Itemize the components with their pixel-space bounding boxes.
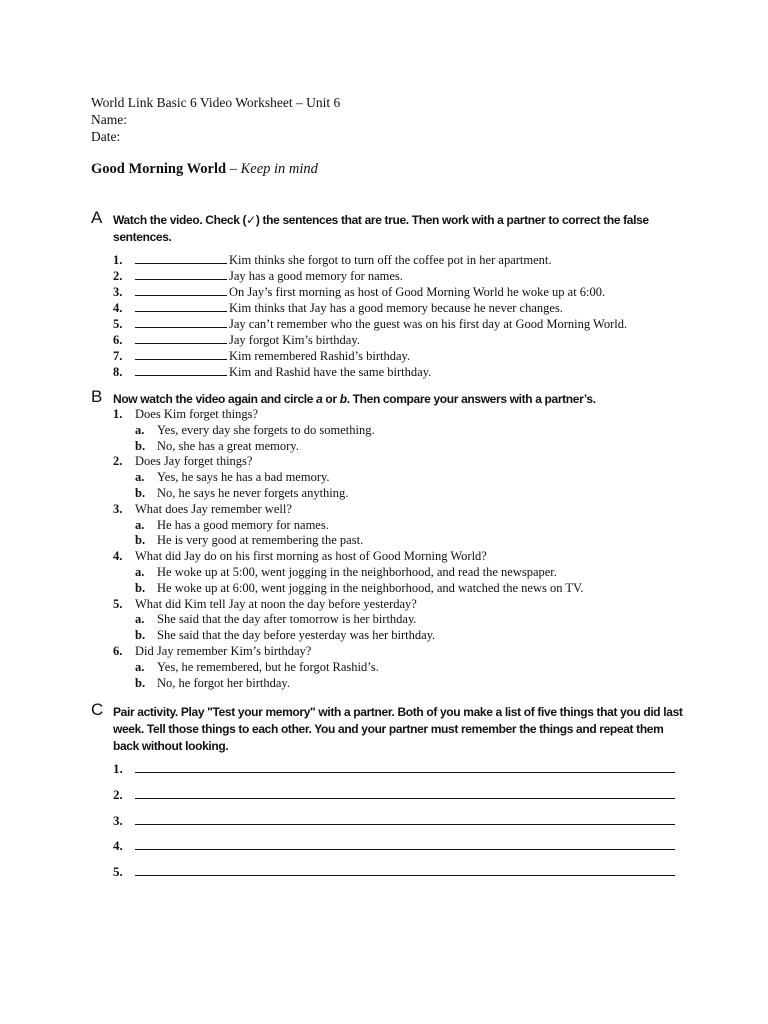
option-letter: a. <box>135 659 145 674</box>
statement-row <box>113 332 360 348</box>
option-text: He woke up at 6:00, went jogging in the neighborhood, and watched the news on TV. <box>157 580 584 595</box>
question <box>113 453 252 469</box>
answer-blank[interactable] <box>135 316 227 328</box>
statement-row <box>113 252 552 268</box>
option-text: No, he says he never forgets anything. <box>157 486 349 500</box>
line-number: 2. <box>113 786 123 802</box>
worksheet-heading: World Link Basic 6 Video Worksheet – Unit 6 <box>91 95 341 110</box>
question <box>113 406 258 422</box>
statement-text: Jay forgot Kim’s birthday. <box>229 333 360 347</box>
name-label: Name: <box>91 112 127 127</box>
section-a-letter: A <box>91 208 103 227</box>
option-a[interactable] <box>135 611 417 627</box>
question-number: 1. <box>113 407 123 421</box>
statement-row <box>113 284 605 300</box>
statement-number: 5. <box>113 317 123 331</box>
answer-line[interactable] <box>135 762 675 773</box>
statement-number: 3. <box>113 285 123 299</box>
option-letter: a. <box>135 422 145 437</box>
line-number: 4. <box>113 838 123 854</box>
option-text: He has a good memory for names. <box>157 517 329 532</box>
question-number: 5. <box>113 596 123 611</box>
option-b[interactable] <box>135 532 363 548</box>
page-title <box>91 161 318 178</box>
question <box>113 548 487 564</box>
section-c-letter: C <box>91 700 104 719</box>
option-text: Yes, he remembered, but he forgot Rashid’s. <box>157 659 379 674</box>
question-number: 4. <box>113 549 123 564</box>
answer-blank[interactable] <box>135 284 227 296</box>
answer-blank[interactable] <box>135 300 227 312</box>
option-a[interactable] <box>135 422 375 438</box>
section-b-letter: B <box>91 387 103 406</box>
option-text: No, he forgot her birthday. <box>157 675 290 690</box>
option-b[interactable] <box>135 580 584 596</box>
answer-line[interactable] <box>135 788 675 799</box>
option-letter: a. <box>135 612 145 627</box>
answer-line[interactable] <box>135 865 675 876</box>
question-text: Does Kim forget things? <box>135 407 259 421</box>
question-text: Does Jay forget things? <box>135 454 253 469</box>
option-letter: b. <box>135 628 146 643</box>
statement-number: 4. <box>113 301 123 315</box>
memory-list-line <box>113 813 675 829</box>
memory-list-line <box>113 761 675 777</box>
option-b[interactable] <box>135 438 299 454</box>
option-b[interactable] <box>135 675 290 691</box>
option-b[interactable] <box>135 485 348 501</box>
question-text: What did Jay do on his first morning as host of Good Morning World? <box>135 549 487 564</box>
statement-row <box>113 348 410 364</box>
question-text: Did Jay remember Kim’s birthday? <box>135 644 312 658</box>
memory-list-line <box>113 838 675 854</box>
section-b-instr-post: . Then compare your answers with a partner’s. <box>346 392 596 406</box>
memory-list-line <box>113 864 675 880</box>
option-a[interactable] <box>135 564 557 580</box>
answer-blank[interactable] <box>135 364 227 376</box>
answer-line[interactable] <box>135 814 675 825</box>
section-c-instructions: Pair activity. Play "Test your memory" with a partner. Both of you make a list of five things that you did last week. Tell those things to each other. You and your partner must remember the things and repeat them back without looking. <box>113 705 683 753</box>
question-number: 3. <box>113 501 123 516</box>
statement-text: Jay can’t remember who the guest was on his first day at Good Morning World. <box>229 317 628 331</box>
option-a[interactable] <box>135 659 379 675</box>
statement-text: Jay has a good memory for names. <box>229 269 403 283</box>
statement-row <box>113 316 627 332</box>
option-text: He woke up at 5:00, went jogging in the neighborhood, and read the newspaper. <box>157 565 557 579</box>
title-main: Good Morning World <box>91 161 227 177</box>
statement-number: 6. <box>113 333 123 347</box>
line-number: 1. <box>113 761 123 776</box>
title-dash: – <box>226 161 241 177</box>
answer-blank[interactable] <box>135 252 227 264</box>
option-b[interactable] <box>135 627 435 643</box>
option-letter: b. <box>135 533 146 548</box>
option-letter: a. <box>135 517 145 532</box>
answer-blank[interactable] <box>135 268 227 280</box>
memory-list-line <box>113 787 675 803</box>
question <box>113 501 292 517</box>
statement-number: 8. <box>113 365 123 379</box>
option-letter: a. <box>135 470 145 485</box>
option-text: Yes, he says he has a bad memory. <box>157 470 330 485</box>
statement-row <box>113 364 431 380</box>
question-text: What does Jay remember well? <box>135 501 292 516</box>
statement-text: Kim and Rashid have the same birthday. <box>229 365 432 379</box>
title-sub: Keep in mind <box>240 161 318 177</box>
section-b-instr-mid: or <box>322 392 340 406</box>
section-b-instr-b: b <box>339 392 347 406</box>
option-a[interactable] <box>135 469 330 485</box>
line-number: 5. <box>113 864 123 880</box>
statement-number: 1. <box>113 253 123 267</box>
line-number: 3. <box>113 812 123 828</box>
statement-row <box>113 268 403 284</box>
question-number: 6. <box>113 644 123 658</box>
option-text: She said that the day before yesterday was her birthday. <box>157 628 436 643</box>
option-text: Yes, every day she forgets to do something. <box>157 422 375 437</box>
option-letter: b. <box>135 438 146 453</box>
question <box>113 643 311 659</box>
section-b-instr-a: a <box>316 392 323 406</box>
question-number: 2. <box>113 454 123 469</box>
statement-text: Kim remembered Rashid’s birthday. <box>229 349 411 363</box>
question-text: What did Kim tell Jay at noon the day before yesterday? <box>135 596 417 611</box>
statement-text: Kim thinks that Jay has a good memory because he never changes. <box>229 301 563 315</box>
statement-number: 7. <box>113 349 123 363</box>
option-letter: b. <box>135 580 146 595</box>
option-text: He is very good at remembering the past. <box>157 533 364 548</box>
answer-blank[interactable] <box>135 348 227 360</box>
section-b-instr-pre: Now watch the video again and circle <box>113 392 317 406</box>
answer-blank[interactable] <box>135 332 227 344</box>
date-label: Date: <box>91 129 121 144</box>
option-letter: a. <box>135 565 145 579</box>
option-text: No, she has a great memory. <box>157 438 299 453</box>
option-text: She said that the day after tomorrow is her birthday. <box>157 612 417 627</box>
option-a[interactable] <box>135 517 329 533</box>
answer-line[interactable] <box>135 839 675 850</box>
statement-row <box>113 300 563 316</box>
section-a-instructions: Watch the video. Check (✓) the sentences that are true. Then work with a partner to correct the false sentences. <box>113 213 649 244</box>
question <box>113 596 417 612</box>
option-letter: b. <box>135 675 146 690</box>
statement-text: Kim thinks she forgot to turn off the coffee pot in her apartment. <box>229 253 552 267</box>
statement-number: 2. <box>113 269 123 283</box>
option-letter: b. <box>135 486 146 500</box>
statement-text: On Jay’s first morning as host of Good Morning World he woke up at 6:00. <box>229 285 606 299</box>
